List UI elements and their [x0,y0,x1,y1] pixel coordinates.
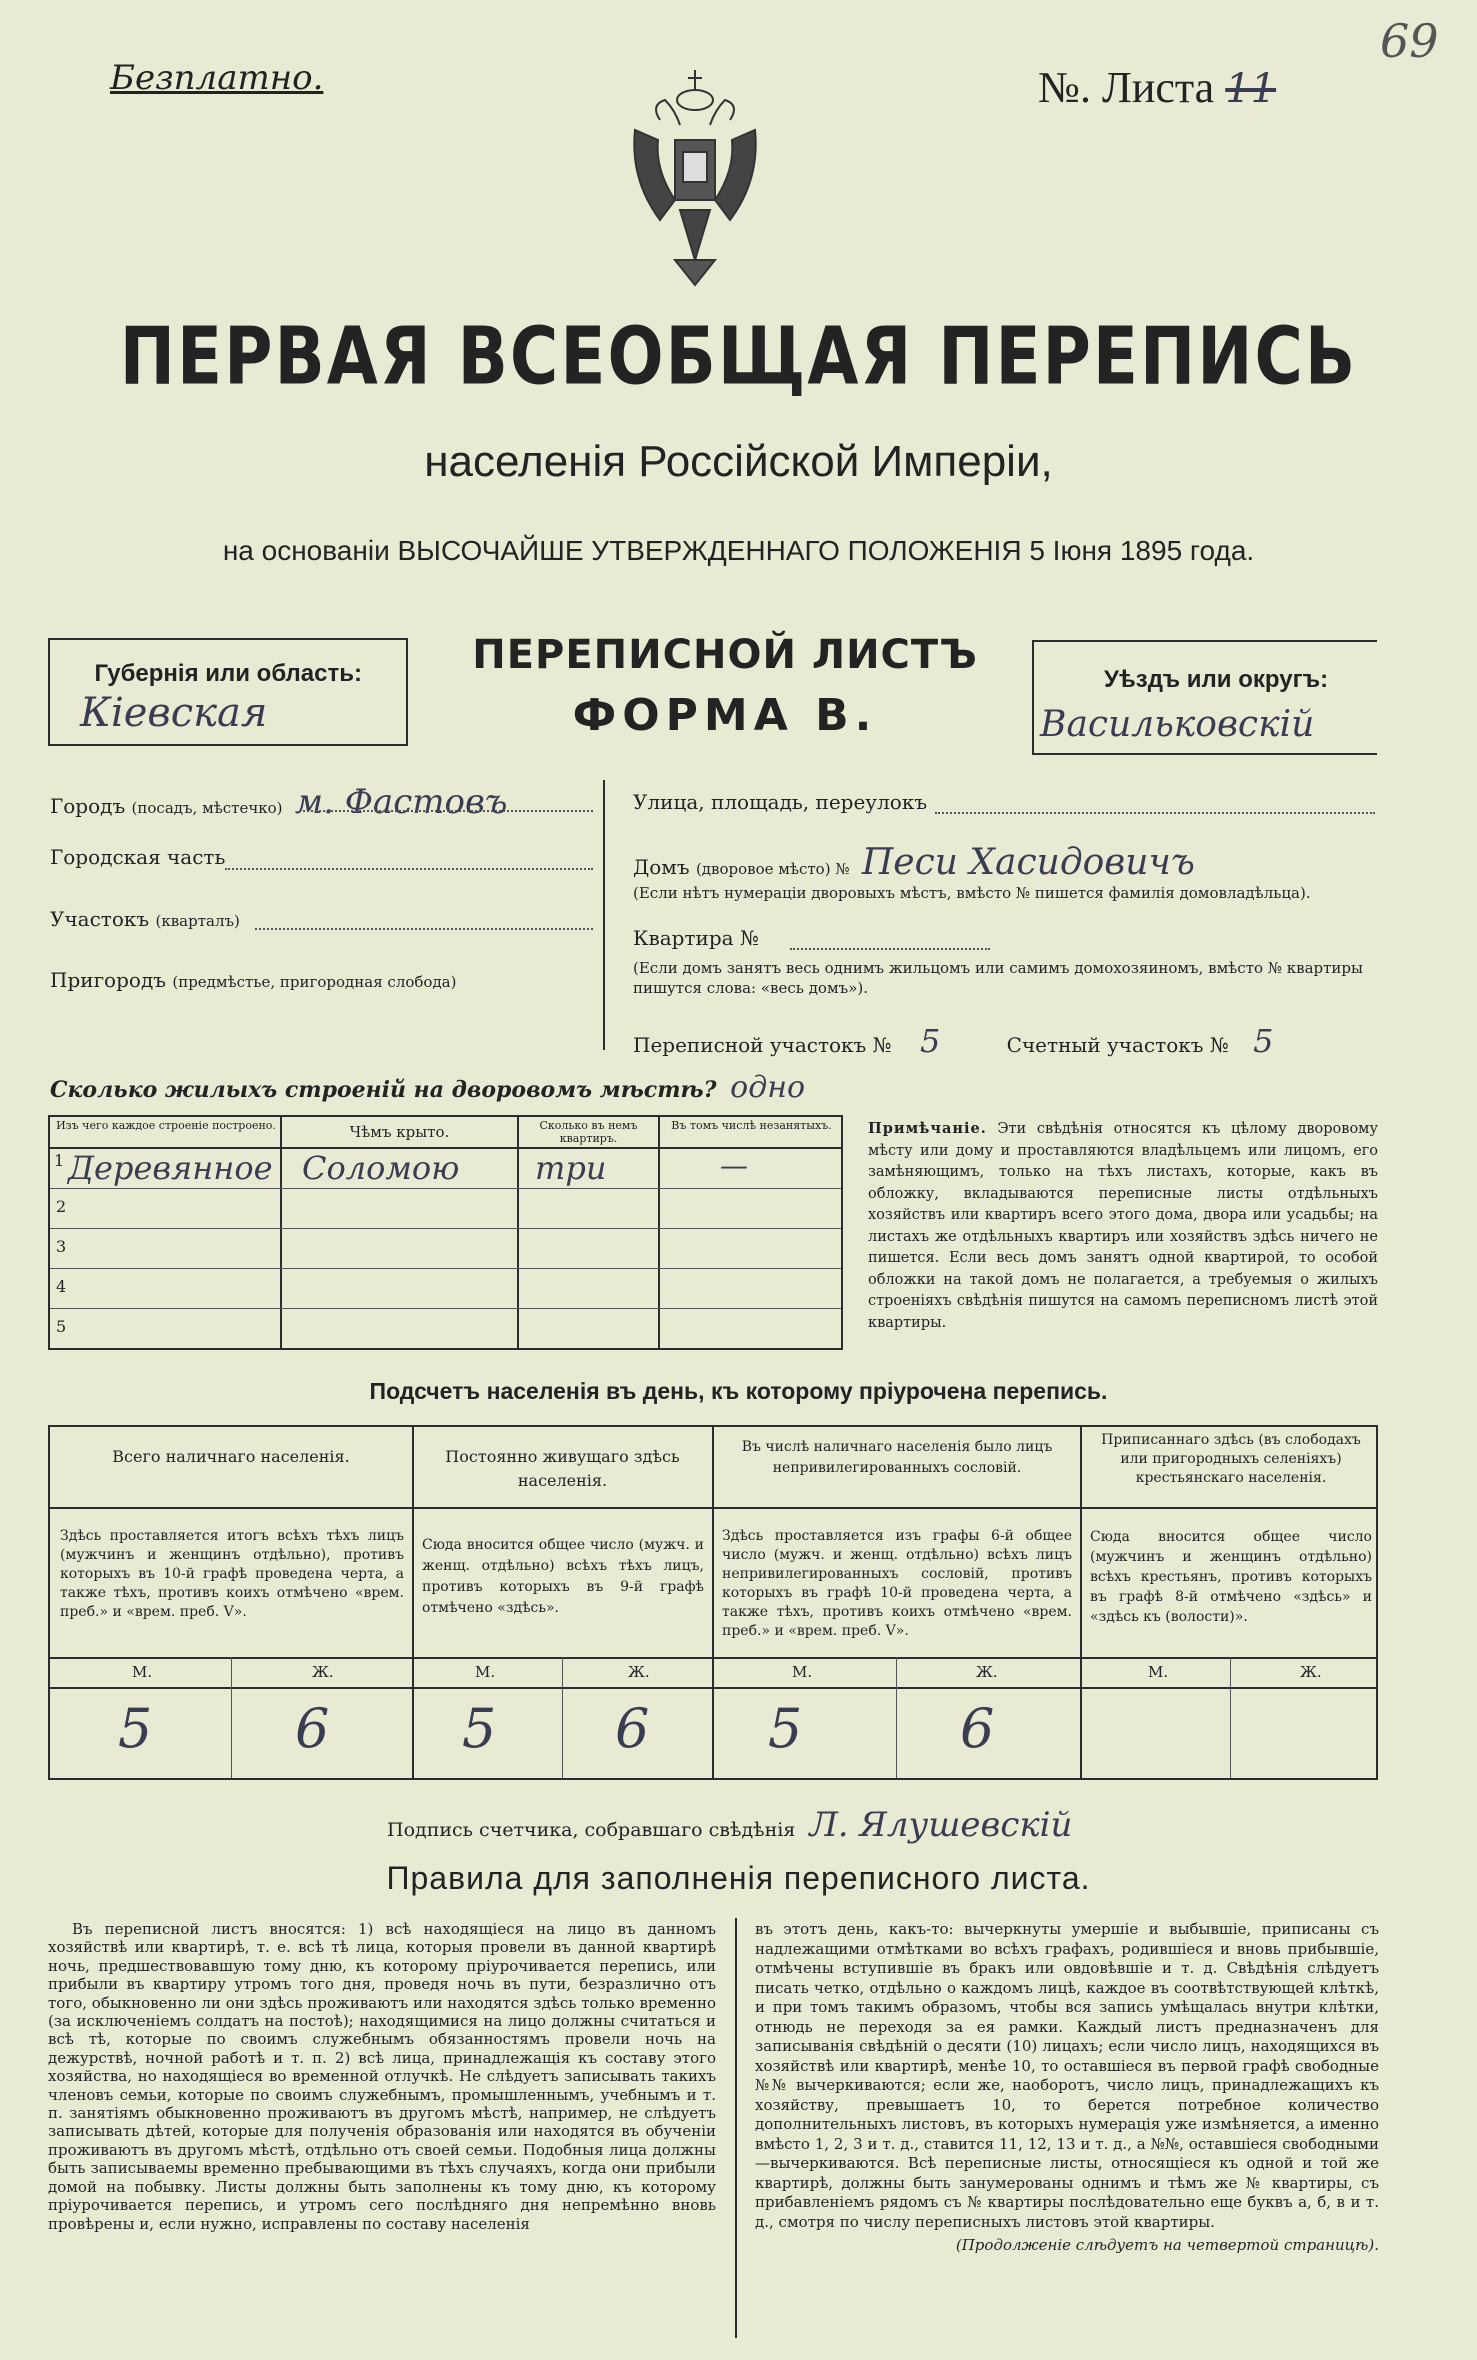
archive-number: 69 [1380,14,1439,68]
sheet-number-label: №. Листа [1038,63,1215,112]
count-col-head: Приписаннаго здѣсь (въ слободахъ или пригородныхъ селеніяхъ) крестьянскаго населенія. [1101,1432,1361,1486]
apartment-input[interactable] [790,948,990,950]
district-input[interactable] [255,928,593,930]
street-input[interactable] [935,812,1375,814]
signature-label: Подпись счетчика, собравшаго свѣдѣнія [387,1819,796,1841]
rules-right-text: въ этотъ день, какъ-то: вычеркнуты умершіе и выбывшіе, приписаны съ надлежащими отмѣтками во всѣхъ графахъ, родившіеся и вновь прибывшіе, отмѣчены вступившіе въ бракъ или овдовѣвшіе и т. д. Свѣдѣнія слѣдуетъ писать четко, отдѣльно о каждомъ лицѣ, каждое въ соотвѣтствующей клѣткѣ, и при томъ такимъ образомъ, чтобы вся запись умѣщалась внутри клѣтки, отнюдь не переходя за ея рамки. Каждый листъ предназначенъ для записыванія свѣдѣній о десяти (10) лицахъ; если число лицъ, находящихся въ хозяйствѣ или квартирѣ, менѣе 10, то оставшіеся въ первой графѣ свободные №№ вычеркиваются; если же, наоборотъ, число лицъ, принадлежащихъ къ хозяйству, превышаетъ 10, то берется потребное количество дополнительныхъ листовъ, въ которыхъ нумерація уже измѣняется, а именно вмѣсто 1, 2, 3 и т. д., ставится 11, 12, 13 и т. д., а №№, оставшіеся свободными—вычеркиваются. Всѣ переписные листы, относящіеся къ одной и той же квартирѣ, должны быть занумерованы однимъ и тѣмъ же № квартиры, съ прибавленіемъ рядомъ съ № квартиры послѣдовательно еще буквъ а, б, в и т. д., смотря по числу переписныхъ листовъ этой квартиры. [755,1920,1379,2231]
census-title: ПЕРВАЯ ВСЕОБЩАЯ ПЕРЕПИСЬ [119,310,1358,403]
count-col-desc: Сюда вносится общее число (мужч. и женщ. отдѣльно) всѣхъ тѣхъ лицъ, противъ которыхъ въ 9-й графѣ отмѣчено «здѣсь». [422,1537,704,1616]
row-number: 3 [56,1237,67,1256]
census-subtitle: населенія Россійской Имперіи, [424,437,1053,486]
buildings-header-roof: Чѣмъ крыто. [349,1123,450,1141]
row-number: 2 [56,1197,67,1216]
sheet-number [1038,62,1276,113]
count-male-value[interactable]: 5 [118,1697,153,1760]
count-area-value[interactable]: 5 [1253,1022,1274,1060]
buildings-header-material: Изъ чего каждое строеніе построено. [56,1119,276,1132]
city-field [50,782,507,822]
census-area-value[interactable]: 5 [919,1022,941,1060]
census-area-label: Переписной участокъ № [633,1033,892,1057]
rules-continued: (Продолженіе слѣдуетъ на четвертой страницѣ). [955,2236,1379,2254]
male-label: М. [475,1663,496,1681]
buildings-answer[interactable]: одно [730,1070,806,1105]
suburb-field [50,968,456,992]
city-part-input[interactable] [225,868,593,870]
district-label: Участокъ [50,907,150,931]
uezd-label: Уѣздъ или округъ: [1104,666,1329,693]
buildings-header-vacant: Въ томъ числѣ незанятыхъ. [671,1119,832,1132]
female-label: Ж. [312,1663,334,1681]
row-number: 4 [56,1277,67,1296]
count-male-value[interactable]: 5 [768,1697,803,1760]
free-label: Безплатно. [110,58,324,98]
row-number: 5 [56,1317,67,1336]
buildings-note [868,1118,1378,1334]
uezd-box [1032,640,1377,755]
count-col-head: Постоянно живущаго здѣсь населенія. [445,1447,680,1490]
rules-left-column [48,1920,716,2233]
census-area-field [633,1022,1273,1060]
signature-value[interactable]: Л. Ялушевскій [809,1805,1073,1845]
signature-field [387,1805,1072,1845]
form-title: ПЕРЕПИСНОЙ ЛИСТЪ [472,632,978,678]
vacant-cell[interactable]: — [720,1149,748,1182]
count-col-desc: Здѣсь проставляется изъ графы 6-й общее число (мужч. и женщ. отдѣльно) всѣхъ лицъ непривилегированныхъ сословій, противъ которыхъ въ графѣ 10-й проведена черта, а также тѣхъ, противъ коихъ отмѣчено «врем. преб.» и «врем. преб. V». [722,1528,1072,1639]
city-value[interactable]: м. Фастовъ [294,782,508,822]
basis-line: на основаніи ВЫСОЧАЙШЕ УТВЕРЖДЕННАГО ПОЛОЖЕНІЯ 5 Іюня 1895 года. [222,535,1255,566]
apartment-label: Квартира № [633,926,759,950]
house-label: Домъ [633,855,690,879]
buildings-note-text: Эти свѣдѣнія относятся къ цѣлому дворовому мѣсту или дому и проставляются владѣльцемъ или лицомъ, его замѣняющимъ, только на тѣхъ листахъ, которые, какъ въ обложку, вкладываются переписные листы отдѣльныхъ хозяйствъ или квартиръ всего этого дома, двора или усадьбы; на листахъ же отдѣльныхъ квартиръ или хозяйствъ здѣсь ничего не пишется. Если весь домъ занятъ одной квартирой, то особой обложки на такой домъ не полагается, а требуемыя о жилыхъ строеніяхъ свѣдѣнія пишутся на самомъ переписномъ листѣ этой квартиры. [868,1121,1378,1331]
suburb-label: Пригородъ [50,968,166,992]
count-female-value[interactable]: 6 [295,1697,330,1760]
city-label: Городъ [50,794,126,818]
count-col-head: Въ числѣ наличнаго населенія было лицъ непривилегированныхъ сословій. [741,1439,1053,1476]
buildings-table [48,1115,843,1350]
rules-right-column [755,1920,1379,2256]
uezd-value[interactable]: Васильковскій [1040,704,1315,745]
district-hint: (кварталъ) [155,912,240,930]
row-number: 1 [54,1151,65,1170]
house-note: (Если нѣтъ нумераціи дворовыхъ мѣстъ, вмѣсто № пишется фамилія домовладѣльца). [633,884,1311,902]
female-label: Ж. [628,1663,650,1681]
gubernia-value[interactable]: Кіевская [80,690,268,736]
buildings-note-title: Примѣчаніе. [868,1120,987,1137]
count-col-desc: Здѣсь проставляется итогъ всѣхъ тѣхъ лицъ (мужчинъ и женщинъ отдѣльно), противъ которыхъ въ 10-й графѣ проведена черта, а также тѣхъ, противъ коихъ отмѣчено «врем. преб.» и «врем. преб. V». [60,1528,404,1620]
male-label: М. [1148,1663,1169,1681]
apartment-note: (Если домъ занятъ весь однимъ жильцомъ или самимъ домохозяиномъ, вмѣсто № квартиры пишутся слова: «весь домъ»). [633,959,1363,997]
gubernia-label: Губернія или область: [94,660,362,687]
city-part-label: Городская часть [50,845,226,869]
gubernia-box [48,638,408,746]
apartments-cell[interactable]: три [535,1149,607,1187]
house-field [633,842,1195,883]
street-label: Улица, площадь, переулокъ [633,790,928,814]
suburb-hint: (предмѣстье, пригородная слобода) [172,973,457,991]
house-hint: (дворовое мѣсто) № [695,860,850,878]
count-female-value[interactable]: 6 [960,1697,995,1760]
count-table [48,1425,1378,1780]
male-label: М. [132,1663,153,1681]
sheet-number-value: 11 [1225,66,1277,112]
rules-left-text: Въ переписной листъ вносятся: 1) всѣ находящіеся на лицо въ данномъ хозяйствѣ или квартирѣ, т. е. всѣ тѣ лица, которыя провели въ данной квартирѣ ночь, предшествовавшую тому дню, къ которому пріурочивается перепись, или прибыли въ квартиру утромъ того дня, проведя ночь въ пути, безразлично отъ того, обыкновенно ли они здѣсь проживаютъ или находятся здѣсь только временно (за исключеніемъ солдатъ на постоѣ); находящимися на лицо должны считаться и всѣ тѣ, которые по своимъ служебнымъ обязанностямъ провели ночь на дежурствѣ, ночной работѣ и т. п. 2) всѣ лица, принадлежащія къ составу этого хозяйства, но находящіеся во временной отлучкѣ. Не слѣдуетъ записывать такихъ членовъ семьи, которые по своимъ служебнымъ, промышленнымъ, учебнымъ и т. п. занятіямъ обыкновенно проживаютъ въ другомъ мѣстѣ, например, не слѣдуетъ записывать дѣтей, которые для полученія образованія или находятся въ обученіи проживаютъ въ другомъ мѣстѣ, отдѣльно отъ своей семьи. Подобныя лица должны быть записываемы временно пребывающими въ тѣхъ случаяхъ, когда они прибыли домой на побывку. Листы должны быть заполнены къ тому дню, къ которому пріурочивается перепись, и утромъ сего послѣдняго дня непремѣнно вновь провѣрены и, если нужно, исправлены по составу населенія [48,1920,716,2233]
male-label: М. [792,1663,813,1681]
count-col-desc: Сюда вносится общее число (мужчинъ и женщинъ отдѣльно) всѣхъ крестьянъ, противъ которыхъ въ графѣ 8-й отмѣчено «здѣсь» и «здѣсь къ (волости)». [1090,1529,1372,1625]
city-hint: (посадъ, мѣстечко) [131,799,283,817]
table-row [50,1149,845,1189]
material-cell[interactable]: Деревянное [68,1149,273,1187]
imperial-eagle-emblem-icon [620,60,770,295]
count-title: Подсчетъ населенія въ день, къ которому пріурочена перепись. [369,1378,1108,1404]
buildings-header-apartments: Сколько въ немъ квартиръ. [539,1119,638,1145]
count-female-value[interactable]: 6 [615,1697,650,1760]
district-field [50,907,240,931]
female-label: Ж. [1300,1663,1322,1681]
roof-cell[interactable]: Соломою [302,1149,460,1187]
count-col-head: Всего наличнаго населенія. [112,1447,350,1466]
buildings-question [50,1070,805,1105]
rules-title: Правила для заполненія переписного листа. [386,1860,1091,1896]
form-subtitle: ФОРМА В. [572,690,878,741]
house-value[interactable]: Песи Хасидовичъ [861,842,1195,883]
count-male-value[interactable]: 5 [462,1697,497,1760]
buildings-question-label: Сколько жилыхъ строеній на дворовомъ мѣстѣ? [50,1077,717,1103]
female-label: Ж. [976,1663,998,1681]
count-area-label: Счетный участокъ № [1006,1033,1229,1057]
